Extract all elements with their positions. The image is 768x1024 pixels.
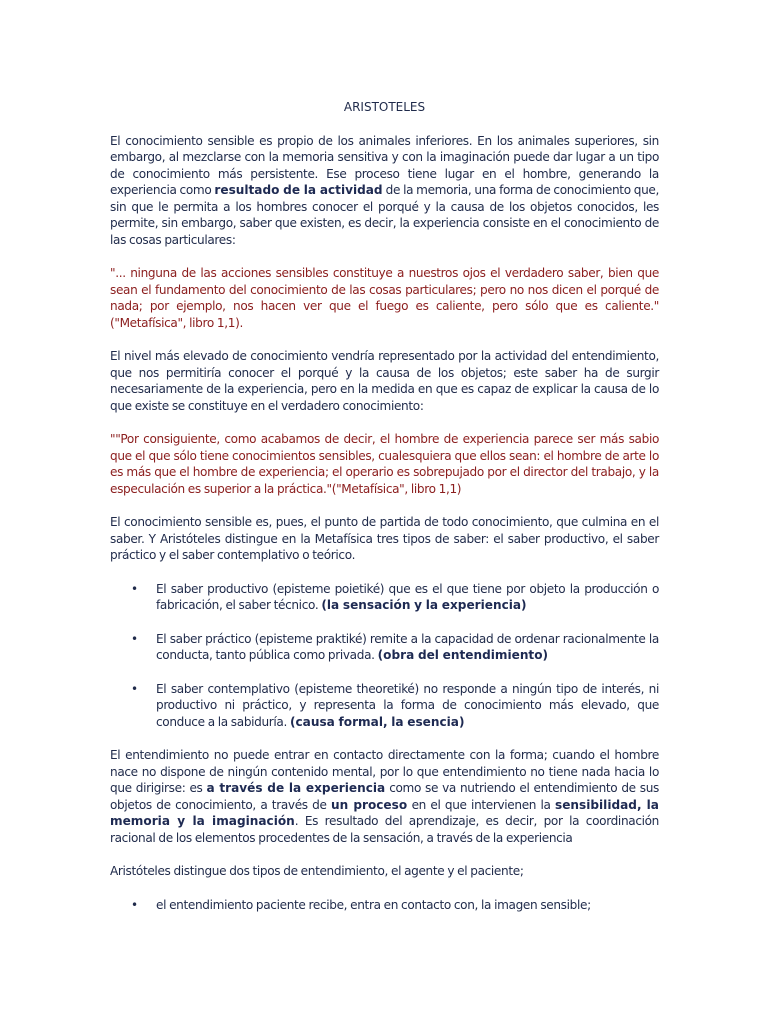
bullet-icon: • bbox=[131, 581, 138, 596]
paragraph4-text-1: El entendimiento no puede entrar en contacto directamente con la forma; cuando el hombre nace no dispone de ningún contenido mental, por lo que entendimiento no tiene nada hacia lo que dirigirse: es bbox=[110, 748, 659, 795]
bullet-icon: • bbox=[131, 681, 138, 696]
paragraph1-bold: resultado de la actividad bbox=[214, 183, 383, 197]
paragraph1-text-a: El conocimiento sensible es propio de los animales inferiores. En los animales superiores, sin embargo, al mezclarse con la memoria sensitiva y con la imaginación puede dar lugar a un tipo de conocimiento más persistente. Ese proceso tiene lugar en el hombre, generando la experiencia como bbox=[110, 133, 659, 197]
list-item-text: el entendimiento paciente recibe, entra en contacto con, la imagen sensible; bbox=[156, 897, 591, 912]
list-item-text: El saber productivo (episteme poietiké) que es el que tiene por objeto la producción o fabricación, el saber técnico. bbox=[156, 581, 659, 612]
document-title: ARISTOTELES bbox=[343, 100, 426, 114]
list-item-saber-practico bbox=[110, 631, 659, 664]
paragraph-tipos-de-saber: El conocimiento sensible es, pues, el punto de partida de todo conocimiento, que culmina en el saber. Y Aristóteles distingue en la Metafísica tres tipos de saber: el saber productivo, el saber práctico y el saber contemplativo o teórico. bbox=[110, 515, 659, 562]
paragraph4-text-3: en el que intervienen la bbox=[407, 797, 556, 812]
quote-metafisica-1: "... ninguna de las acciones sensibles constituye a nuestros ojos el verdadero saber, bien que sean el fundamento del conocimiento de las cosas particulares; pero no nos dicen el porqué de nada; por ejemplo, nos hacen ver que el fuego es caliente, pero sólo que es caliente." ("Metafísica", libro 1,1). bbox=[110, 266, 659, 330]
paragraph1-text-b: de la memoria, una forma de conocimiento que, sin que le permita a los hombres conocer el porqué y la causa de los objetos conocidos, les permite, sin embargo, saber que existen, es decir, la experiencia consiste en el conocimiento de las cosas particulares: bbox=[110, 183, 659, 247]
bullet-icon: • bbox=[131, 897, 138, 912]
saberes-list bbox=[110, 581, 659, 731]
list-item-bold: (la sensación y la experiencia) bbox=[321, 598, 527, 612]
paragraph-proceso-entendimiento bbox=[110, 747, 659, 846]
paragraph4-text-4: . Es resultado del aprendizaje, es decir, por la coordinación racional de los elementos procedentes de la sensación, a través de la experiencia bbox=[110, 814, 659, 845]
list-item-text: El saber contemplativo (episteme theoretiké) no responde a ningún tipo de interés, ni productivo ni práctico, y representa la forma de conocimiento más elevado, que conduce a la sabiduría. bbox=[156, 681, 659, 729]
list-item-text: El saber práctico (episteme praktiké) remite a la capacidad de ordenar racionalmente la conducta, tanto pública como privada. bbox=[156, 631, 659, 662]
list-item-bold: (causa formal, la esencia) bbox=[289, 714, 465, 729]
list-item-saber-productivo bbox=[110, 581, 659, 614]
paragraph4-bold-3: sensibilidad, la memoria y la imaginación bbox=[110, 797, 659, 828]
list-item-saber-contemplativo bbox=[110, 681, 659, 731]
entendimientos-list bbox=[110, 897, 659, 914]
quote-metafisica-2: ""Por consiguiente, como acabamos de decir, el hombre de experiencia parece ser más sabio que el que sólo tiene conocimientos sensibles, cualesquiera que ellos sean: el hombre de arte lo es más que el hombre de experiencia; el operario es sobrepujado por el director del trabajo, y la especulación es superior a la práctica."("Metafísica", libro 1,1) bbox=[110, 432, 659, 496]
paragraph4-bold-2: un proceso bbox=[330, 797, 408, 812]
paragraph-sensible-knowledge bbox=[110, 133, 659, 249]
list-item-entendimiento-paciente bbox=[110, 897, 659, 914]
paragraph4-bold-1: a través de la experiencia bbox=[206, 781, 386, 795]
paragraph4-text-2: como se va nutriendo el entendimiento de sus objetos de conocimiento, a través de bbox=[110, 781, 659, 812]
paragraph-dos-tipos: Aristóteles distingue dos tipos de entendimiento, el agente y el paciente; bbox=[110, 864, 524, 878]
paragraph-entendimiento: El nivel más elevado de conocimiento vendría representado por la actividad del entendimiento, que nos permitiría conocer el porqué y la causa de los objetos; este saber ha de surgir necesariamente de la experiencia, pero en la medida en que es capaz de explicar la causa de lo que existe se constituye en el verdadero conocimiento: bbox=[110, 349, 659, 413]
list-item-bold: (obra del entendimiento) bbox=[377, 648, 549, 662]
bullet-icon: • bbox=[131, 631, 138, 646]
